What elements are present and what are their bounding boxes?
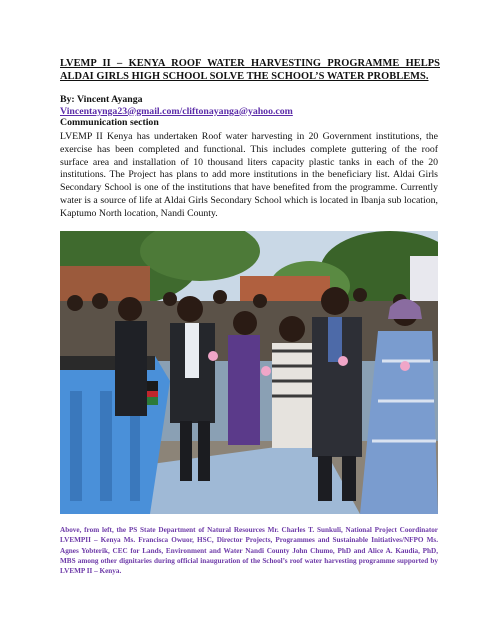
author-email-link[interactable]: Vincentaynga23@gmail.com/cliftonayanga@yahoo.com bbox=[60, 105, 293, 117]
inauguration-photo bbox=[60, 231, 438, 514]
section-label: Communication section bbox=[60, 117, 159, 129]
article-headline: LVEMP II – KENYA ROOF WATER HARVESTING PROGRAMME HELPS ALDAI GIRLS HIGH SCHOOL SOLVE THE SCHOOL’S WATER PROBLEMS. bbox=[60, 58, 440, 83]
byline-block bbox=[60, 94, 440, 129]
photo-caption: Above, from left, the PS State Department of Natural Resources Mr. Charles T. Sunkuli, National Project Coordinator LVEMPII – Kenya Ms. Francisca Owuor, HSC, Director Projects, Programmes and Sustainable Initiatives/NFPO Ms. Agnes Yobterik, CEC for Lands, Environment and Water Nandi County John Chumo, PhD and Alice A. Kaudia, PhD, MBS among other dignitaries during official inauguration of the School’s roof water harvesting programme supported by LVEMP II – Kenya. bbox=[60, 526, 438, 576]
article-body: LVEMP II Kenya has undertaken Roof water harvesting in 20 Government institutions, the exercise has been completed and functional. This includes complete guttering of the roof surface area and installation of 10 thousand liters capacity plastic tanks in each of the 20 institutions. The Project has plans to add more institutions in the beneficiary list. Aldai Girls Secondary School is one of the institutions that have benefited from the programme. Currently water is a source of life at Aldai Girls Secondary School which is located in Ibanja sub location, Kaptumo North location, Nandi County. bbox=[60, 131, 438, 219]
author-byline: By: Vincent Ayanga bbox=[60, 94, 143, 105]
